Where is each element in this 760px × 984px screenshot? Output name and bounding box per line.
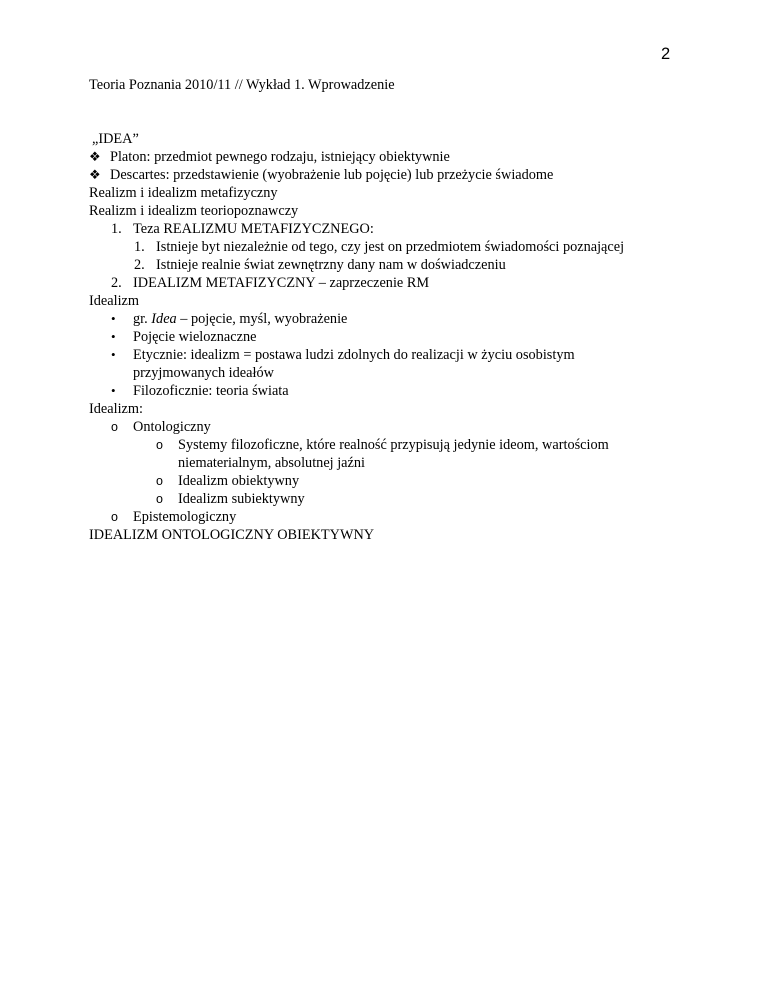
list-number: 1. [111, 221, 122, 237]
list-item-text: Teza REALIZMU METAFIZYCZNEGO: [133, 221, 374, 237]
list-item [89, 148, 679, 166]
list-number: 2. [134, 257, 145, 273]
bullet-item [89, 310, 679, 328]
circle-bullet-icon: o [111, 510, 118, 524]
circle-subitem [89, 490, 679, 508]
text-fragment: gr. [133, 311, 152, 327]
list-item-text: Platon: przedmiot pewnego rodzaju, istniejący obiektywnie [110, 149, 450, 165]
document-header: Teoria Poznania 2010/11 // Wykład 1. Wprowadzenie [89, 77, 395, 93]
bullet-icon: • [111, 311, 116, 326]
list-item-text [133, 311, 347, 327]
list-item-text: Descartes: przedstawienie (wyobrażenie lub pojęcie) lub przeżycie świadome [110, 167, 554, 183]
circle-bullet-icon: o [156, 438, 163, 452]
diamond-bullet-icon: ❖ [89, 149, 101, 164]
circle-item [89, 508, 679, 526]
numbered-item [89, 274, 679, 292]
bullet-item [89, 328, 679, 346]
list-item-text: Etycznie: idealizm = postawa ludzi zdolnych do realizacji w życiu osobistym przyjmowanych ideałów [133, 347, 575, 381]
list-item-text: Istnieje byt niezależnie od tego, czy jest on przedmiotem świadomości poznającej [156, 239, 625, 255]
section-title: IDEALIZM ONTOLOGICZNY OBIEKTYWNY [89, 527, 375, 543]
circle-bullet-icon: o [156, 492, 163, 506]
list-item-text: Istnieje realnie świat zewnętrzny dany nam w doświadczeniu [156, 257, 506, 273]
bullet-item [89, 346, 605, 382]
bullet-icon: • [111, 383, 116, 398]
text-fragment: – pojęcie, myśl, wyobrażenie [176, 311, 348, 327]
document-body [89, 130, 679, 544]
circle-subitem [89, 472, 679, 490]
list-item-text: Filozoficznie: teoria świata [133, 383, 289, 399]
list-item-text: Idealizm subiektywny [178, 491, 305, 507]
list-item-text: Epistemologiczny [133, 509, 237, 525]
page-number: 2 [661, 45, 671, 63]
circle-bullet-icon: o [111, 420, 118, 434]
list-item-text: Idealizm obiektywny [178, 473, 300, 489]
circle-item [89, 418, 679, 436]
bullet-icon: • [111, 329, 116, 344]
diamond-bullet-icon: ❖ [89, 167, 101, 182]
bullet-item [89, 382, 679, 400]
list-item-text: Systemy filozoficzne, które realność przypisują jedynie ideom, wartościom niematerialnym, absolutnej jaźni [178, 437, 609, 471]
section-title: Realizm i idealizm metafizyczny [89, 185, 278, 201]
list-number: 2. [111, 275, 122, 291]
italic-term: Idea [151, 311, 177, 327]
section-title: Idealizm [89, 293, 140, 309]
numbered-item [89, 220, 679, 238]
idea-heading: „IDEA” [92, 131, 139, 147]
section-title: Realizm i idealizm teoriopoznawczy [89, 203, 299, 219]
numbered-subitem [89, 238, 679, 256]
bullet-icon: • [111, 347, 116, 362]
list-item [89, 166, 679, 184]
list-item-text: Ontologiczny [133, 419, 211, 435]
list-item-text: IDEALIZM METAFIZYCZNY – zaprzeczenie RM [133, 275, 430, 291]
list-item-text: Pojęcie wieloznaczne [133, 329, 257, 345]
numbered-subitem [89, 256, 679, 274]
section-title: Idealizm: [89, 401, 143, 417]
list-number: 1. [134, 239, 145, 255]
circle-bullet-icon: o [156, 474, 163, 488]
circle-subitem [89, 436, 648, 472]
